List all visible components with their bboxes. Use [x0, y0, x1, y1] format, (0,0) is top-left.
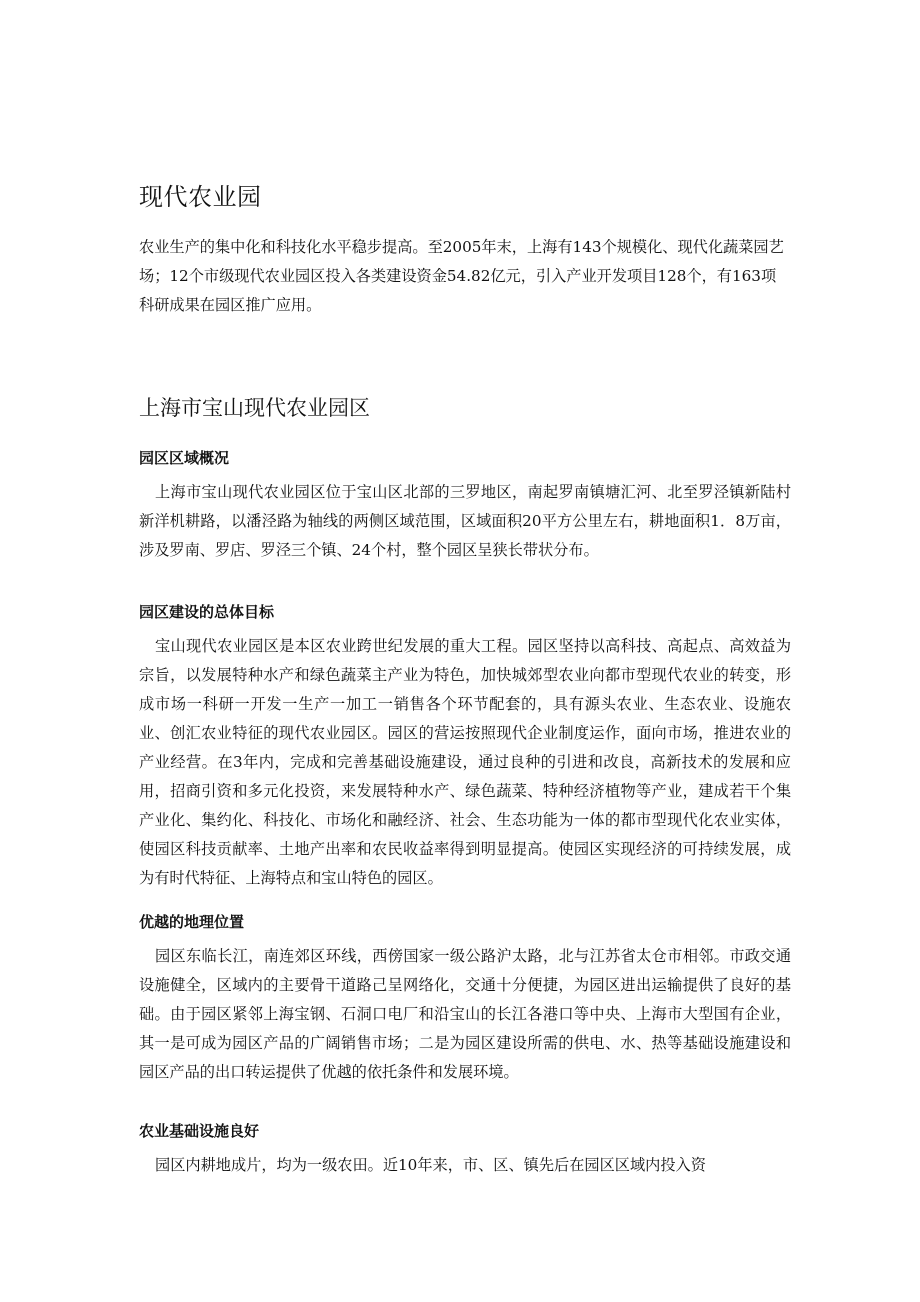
section-paragraph: 宝山现代农业园区是本区农业跨世纪发展的重大工程。园区坚持以高科技、高起点、高效益为宗旨，以发展特种水产和绿色蔬菜主产业为特色，加快城郊型农业向都市型现代农业的转变，形成市场一科研一开发一生产一加工一销售各个环节配套的，具有源头农业、生态农业、设施农业、创汇农业特征的现代农业园区。园区的营运按照现代企业制度运作，面向市场，推进农业的产业经营。在3年内，完成和完善基础设施建设，通过良种的引进和改良，高新技术的发展和应用，招商引资和多元化投资，来发展特种水产、绿色蔬菜、特种经济植物等产业，建成若干个集产业化、集约化、科技化、市场化和融经济、社会、生态功能为一体的都市型现代化农业实体，使园区科技贡献率、土地产出率和农民收益率得到明显提高。使园区实现经济的可持续发展，成为有时代特征、上海特点和宝山特色的园区。 — [139, 637, 791, 887]
page-title: 现代农业园 — [139, 183, 262, 211]
section-heading: 优越的地理位置 — [139, 913, 245, 931]
section-heading: 园区建设的总体目标 — [139, 603, 275, 621]
section-area-overview — [139, 446, 791, 565]
section-location — [139, 910, 791, 1087]
intro-paragraph: 农业生产的集中化和科技化水平稳步提高。至2005年末，上海有143个规模化、现代化蔬菜园艺场；12个市级现代农业园区投入各类建设资金54.82亿元，引入产业开发项目128个，有163项科研成果在园区推广应用。 — [139, 238, 784, 314]
section-overall-goals — [139, 600, 791, 893]
section-paragraph: 园区内耕地成片，均为一级农田。近10年来，市、区、镇先后在园区区域内投入资 — [155, 1156, 706, 1174]
section-paragraph: 上海市宝山现代农业园区位于宝山区北部的三罗地区，南起罗南镇塘汇河、北至罗泾镇新陆村新洋机耕路，以潘泾路为轴线的两侧区域范围，区域面积20平方公里左右，耕地面积1．8万亩，涉及罗南、罗店、罗泾三个镇、24个村，整个园区呈狭长带状分布。 — [139, 483, 791, 559]
section-infrastructure — [139, 1119, 791, 1180]
section-paragraph: 园区东临长江，南连郊区环线，西傍国家一级公路沪太路，北与江苏省太仓市相邻。市政交通设施健全，区域内的主要骨干道路己呈网络化，交通十分便捷，为园区进出运输提供了良好的基础。由于园区紧邻上海宝钢、石洞口电厂和沿宝山的长江各港口等中央、上海市大型国有企业，其一是可成为园区产品的广阔销售市场；二是为园区建设所需的供电、水、热等基础设施建设和园区产品的出口转运提供了优越的依托条件和发展环境。 — [139, 947, 791, 1081]
section-heading: 园区区域概况 — [139, 449, 230, 467]
section-heading: 农业基础设施良好 — [139, 1122, 260, 1140]
section-title: 上海市宝山现代农业园区 — [139, 396, 370, 420]
